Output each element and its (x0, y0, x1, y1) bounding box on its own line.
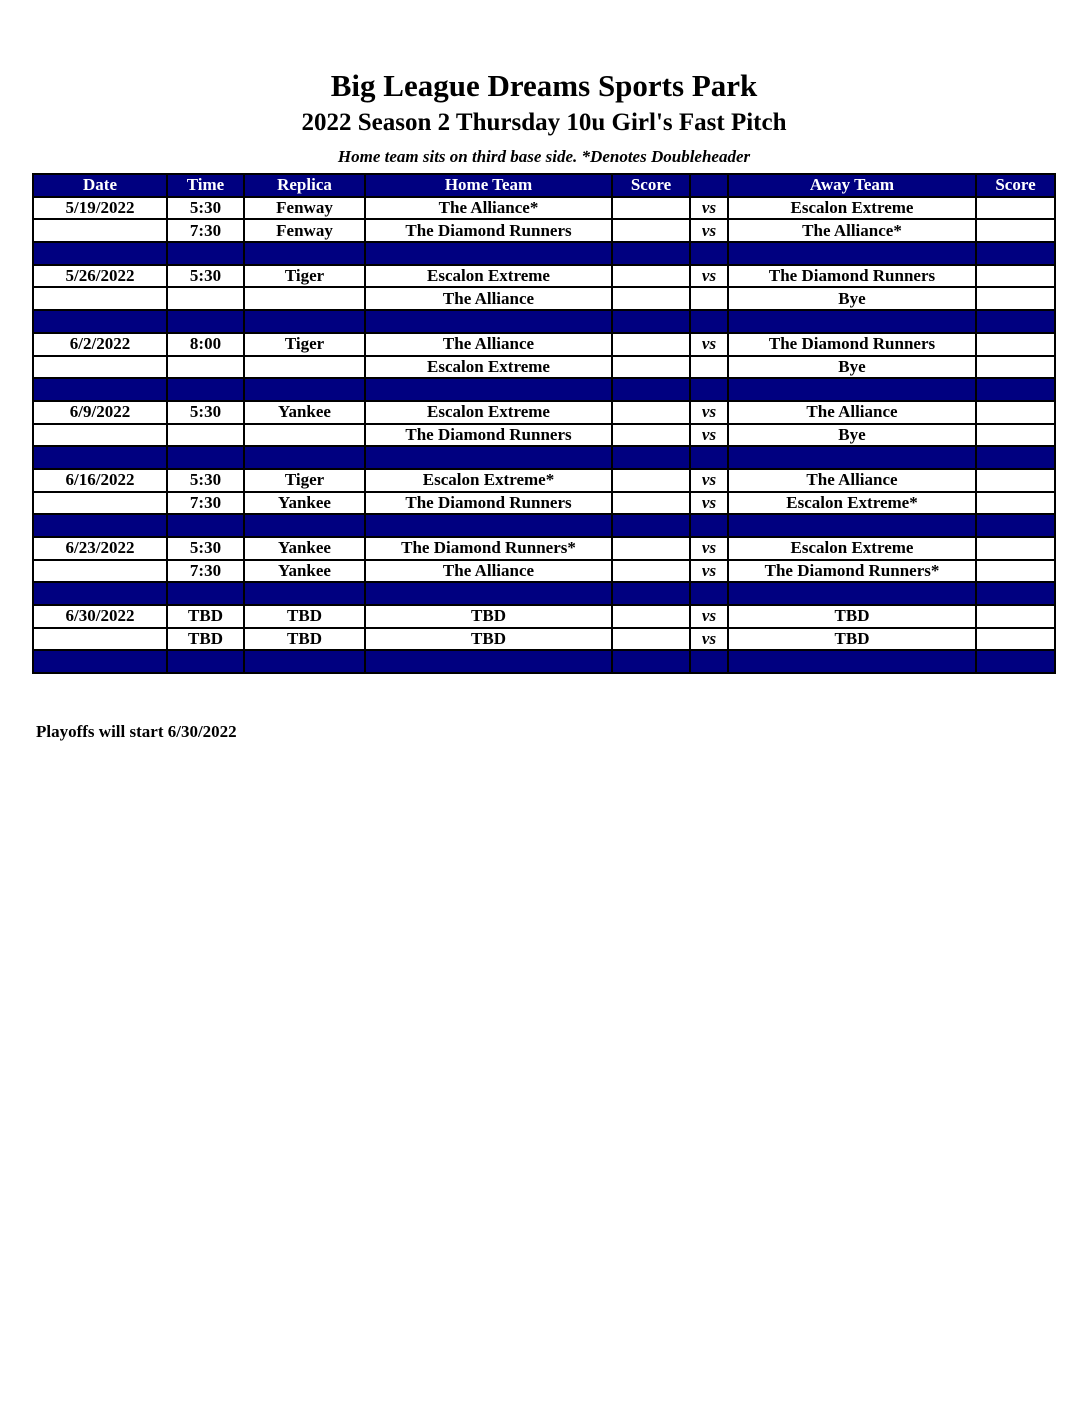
vs-cell: vs (690, 219, 728, 242)
table-row (33, 628, 1055, 651)
time-cell: 7:30 (167, 560, 244, 583)
away-score-cell (976, 650, 1055, 673)
home-team-cell: TBD (365, 605, 612, 628)
replica-cell: Tiger (244, 265, 365, 288)
table-header-row (33, 174, 1055, 197)
away-score-cell (976, 242, 1055, 265)
spacer-row (33, 582, 1055, 605)
home-team-cell: Escalon Extreme* (365, 469, 612, 492)
vs-cell: vs (690, 401, 728, 424)
away-team-cell: The Diamond Runners (728, 333, 976, 356)
home-score-cell (612, 197, 690, 220)
table-row (33, 469, 1055, 492)
table-row (33, 401, 1055, 424)
time-cell: 5:30 (167, 265, 244, 288)
away-team-cell (728, 242, 976, 265)
vs-cell: vs (690, 265, 728, 288)
away-team-cell: The Alliance* (728, 219, 976, 242)
time-cell: TBD (167, 628, 244, 651)
away-team-cell: The Diamond Runners (728, 265, 976, 288)
table-row (33, 333, 1055, 356)
time-cell (167, 287, 244, 310)
date-cell: 6/30/2022 (33, 605, 167, 628)
column-header-home-score: Score (612, 174, 690, 197)
date-cell (33, 560, 167, 583)
replica-cell: Yankee (244, 401, 365, 424)
replica-cell: Tiger (244, 469, 365, 492)
replica-cell: Fenway (244, 197, 365, 220)
replica-cell (244, 446, 365, 469)
schedule-note: Home team sits on third base side. *Denotes Doubleheader (337, 147, 751, 166)
spacer-row (33, 310, 1055, 333)
away-team-cell (728, 310, 976, 333)
away-score-cell (976, 401, 1055, 424)
replica-cell: Tiger (244, 333, 365, 356)
time-cell (167, 242, 244, 265)
away-score-cell (976, 537, 1055, 560)
date-cell (33, 219, 167, 242)
replica-cell (244, 582, 365, 605)
home-score-cell (612, 242, 690, 265)
home-score-cell (612, 446, 690, 469)
vs-cell (690, 242, 728, 265)
date-cell (33, 492, 167, 515)
away-score-cell (976, 492, 1055, 515)
replica-cell: Yankee (244, 560, 365, 583)
home-team-cell: The Alliance* (365, 197, 612, 220)
table-row (33, 219, 1055, 242)
away-score-cell (976, 310, 1055, 333)
away-score-cell (976, 514, 1055, 537)
date-cell: 5/19/2022 (33, 197, 167, 220)
vs-cell (690, 446, 728, 469)
table-row (33, 605, 1055, 628)
away-team-cell: Bye (728, 424, 976, 447)
replica-cell: Fenway (244, 219, 365, 242)
home-score-cell (612, 514, 690, 537)
home-team-cell (365, 310, 612, 333)
date-cell (33, 356, 167, 379)
time-cell (167, 378, 244, 401)
home-team-cell (365, 514, 612, 537)
away-score-cell (976, 287, 1055, 310)
home-score-cell (612, 492, 690, 515)
replica-cell (244, 650, 365, 673)
column-header-away-score: Score (976, 174, 1055, 197)
column-header-time: Time (167, 174, 244, 197)
home-score-cell (612, 356, 690, 379)
vs-cell (690, 356, 728, 379)
home-team-cell (365, 650, 612, 673)
away-team-cell: The Alliance (728, 401, 976, 424)
time-cell: 5:30 (167, 197, 244, 220)
date-cell (33, 287, 167, 310)
column-header-home-team: Home Team (365, 174, 612, 197)
vs-cell: vs (690, 537, 728, 560)
replica-cell: TBD (244, 628, 365, 651)
home-score-cell (612, 560, 690, 583)
home-score-cell (612, 219, 690, 242)
replica-cell: Yankee (244, 537, 365, 560)
time-cell: 7:30 (167, 219, 244, 242)
date-cell: 6/16/2022 (33, 469, 167, 492)
table-row (33, 265, 1055, 288)
time-cell (167, 514, 244, 537)
away-score-cell (976, 197, 1055, 220)
away-score-cell (976, 378, 1055, 401)
away-score-cell (976, 560, 1055, 583)
date-cell (33, 514, 167, 537)
vs-cell (690, 514, 728, 537)
table-row (33, 287, 1055, 310)
home-team-cell: TBD (365, 628, 612, 651)
vs-cell: vs (690, 492, 728, 515)
home-team-cell: The Diamond Runners (365, 492, 612, 515)
vs-cell: vs (690, 469, 728, 492)
spacer-row (33, 650, 1055, 673)
home-score-cell (612, 469, 690, 492)
home-team-cell (365, 378, 612, 401)
vs-cell (690, 287, 728, 310)
away-score-cell (976, 469, 1055, 492)
time-cell: 5:30 (167, 537, 244, 560)
table-row (33, 197, 1055, 220)
away-team-cell: Escalon Extreme (728, 537, 976, 560)
home-score-cell (612, 265, 690, 288)
time-cell: 5:30 (167, 401, 244, 424)
replica-cell (244, 356, 365, 379)
home-team-cell (365, 582, 612, 605)
home-score-cell (612, 401, 690, 424)
away-score-cell (976, 219, 1055, 242)
spacer-row (33, 446, 1055, 469)
time-cell (167, 582, 244, 605)
table-row (33, 492, 1055, 515)
vs-cell: vs (690, 424, 728, 447)
vs-cell: vs (690, 628, 728, 651)
date-cell (33, 424, 167, 447)
away-team-cell (728, 582, 976, 605)
away-team-cell (728, 650, 976, 673)
home-team-cell: The Diamond Runners (365, 219, 612, 242)
date-cell (33, 446, 167, 469)
date-cell (33, 582, 167, 605)
away-score-cell (976, 356, 1055, 379)
spacer-row (33, 242, 1055, 265)
replica-cell (244, 242, 365, 265)
home-team-cell: Escalon Extreme (365, 401, 612, 424)
time-cell: 5:30 (167, 469, 244, 492)
away-score-cell (976, 446, 1055, 469)
date-cell (33, 310, 167, 333)
home-score-cell (612, 378, 690, 401)
replica-cell (244, 514, 365, 537)
away-team-cell: The Alliance (728, 469, 976, 492)
date-cell (33, 628, 167, 651)
away-team-cell: Escalon Extreme (728, 197, 976, 220)
home-team-cell: The Diamond Runners (365, 424, 612, 447)
schedule-body (33, 197, 1055, 673)
time-cell: TBD (167, 605, 244, 628)
vs-cell: vs (690, 333, 728, 356)
home-score-cell (612, 537, 690, 560)
away-score-cell (976, 628, 1055, 651)
away-team-cell: Bye (728, 287, 976, 310)
table-row (33, 560, 1055, 583)
date-cell (33, 650, 167, 673)
table-row (33, 537, 1055, 560)
spacer-row (33, 378, 1055, 401)
home-score-cell (612, 582, 690, 605)
date-cell (33, 242, 167, 265)
away-score-cell (976, 605, 1055, 628)
time-cell: 8:00 (167, 333, 244, 356)
away-team-cell: Escalon Extreme* (728, 492, 976, 515)
home-team-cell (365, 446, 612, 469)
vs-cell (690, 650, 728, 673)
table-row (33, 356, 1055, 379)
vs-cell: vs (690, 605, 728, 628)
home-team-cell: The Alliance (365, 287, 612, 310)
replica-cell: TBD (244, 605, 365, 628)
time-cell (167, 650, 244, 673)
away-score-cell (976, 424, 1055, 447)
vs-cell (690, 582, 728, 605)
vs-cell (690, 378, 728, 401)
home-score-cell (612, 628, 690, 651)
time-cell (167, 446, 244, 469)
vs-cell (690, 310, 728, 333)
schedule-table (32, 173, 1056, 674)
time-cell (167, 424, 244, 447)
home-team-cell (365, 242, 612, 265)
home-team-cell: The Alliance (365, 560, 612, 583)
column-header-replica: Replica (244, 174, 365, 197)
away-score-cell (976, 265, 1055, 288)
away-team-cell: TBD (728, 628, 976, 651)
away-team-cell (728, 514, 976, 537)
away-team-cell (728, 446, 976, 469)
date-cell: 6/23/2022 (33, 537, 167, 560)
date-cell (33, 378, 167, 401)
home-team-cell: The Diamond Runners* (365, 537, 612, 560)
away-score-cell (976, 582, 1055, 605)
time-cell (167, 310, 244, 333)
away-team-cell: The Diamond Runners* (728, 560, 976, 583)
replica-cell (244, 310, 365, 333)
home-score-cell (612, 310, 690, 333)
away-team-cell: Bye (728, 356, 976, 379)
vs-cell: vs (690, 197, 728, 220)
column-header-away-team: Away Team (728, 174, 976, 197)
away-score-cell (976, 333, 1055, 356)
date-cell: 5/26/2022 (33, 265, 167, 288)
home-team-cell: The Alliance (365, 333, 612, 356)
playoffs-note: Playoffs will start 6/30/2022 (36, 722, 237, 741)
spacer-row (33, 514, 1055, 537)
home-score-cell (612, 333, 690, 356)
away-team-cell (728, 378, 976, 401)
home-score-cell (612, 287, 690, 310)
home-score-cell (612, 650, 690, 673)
home-team-cell: Escalon Extreme (365, 265, 612, 288)
replica-cell (244, 378, 365, 401)
date-cell: 6/9/2022 (33, 401, 167, 424)
home-score-cell (612, 424, 690, 447)
home-team-cell: Escalon Extreme (365, 356, 612, 379)
table-row (33, 424, 1055, 447)
replica-cell (244, 424, 365, 447)
date-cell: 6/2/2022 (33, 333, 167, 356)
time-cell (167, 356, 244, 379)
away-team-cell: TBD (728, 605, 976, 628)
time-cell: 7:30 (167, 492, 244, 515)
page-subtitle: 2022 Season 2 Thursday 10u Girl's Fast Pitch (301, 109, 787, 136)
page-title: Big League Dreams Sports Park (330, 68, 758, 103)
column-header-vs (690, 174, 728, 197)
home-score-cell (612, 605, 690, 628)
column-header-date: Date (33, 174, 167, 197)
vs-cell: vs (690, 560, 728, 583)
replica-cell: Yankee (244, 492, 365, 515)
replica-cell (244, 287, 365, 310)
